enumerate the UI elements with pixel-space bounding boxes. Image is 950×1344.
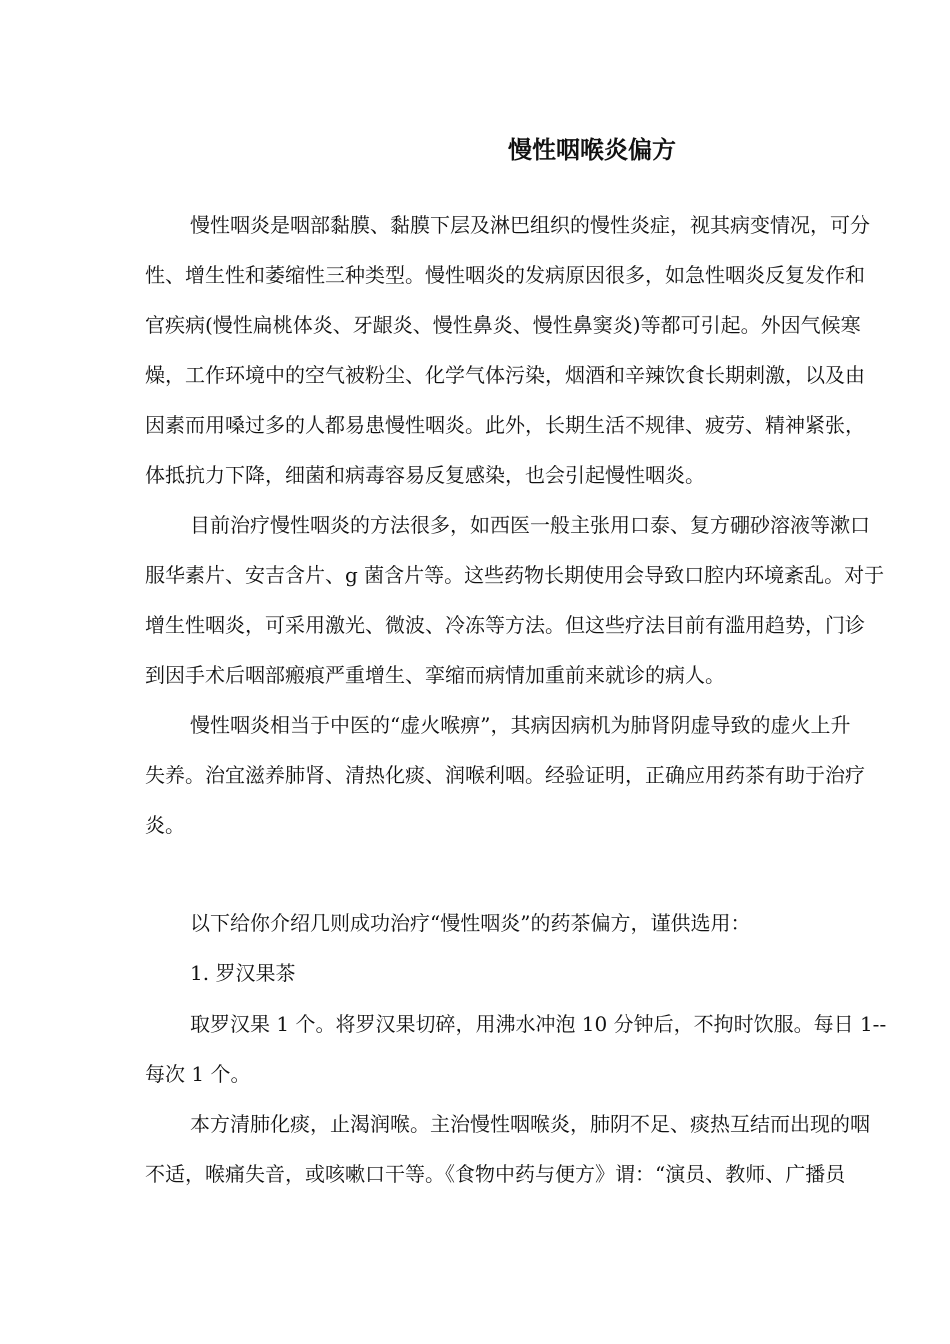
paragraph-line: 因素而用嗓过多的人都易患慢性咽炎。此外，长期生活不规律、疲劳、精神紧张， <box>145 413 865 437</box>
paragraph-line: 性、增生性和萎缩性三种类型。慢性咽炎的发病原因很多，如急性咽炎反复发作和 <box>145 263 865 287</box>
paragraph-line: 以下给你介绍几则成功治疗“慢性咽炎”的药茶偏方，谨供选用： <box>190 911 751 935</box>
paragraph-line: 慢性咽炎是咽部黏膜、黏膜下层及淋巴组织的慢性炎症，视其病变情况，可分 <box>190 213 870 237</box>
paragraph-line: 炎。 <box>145 813 185 837</box>
paragraph-line: 失养。治宜滋养肺肾、清热化痰、润喉利咽。经验证明，正确应用药茶有助于治疗 <box>145 763 865 787</box>
paragraph-line: 服华素片、安吉含片、g 菌含片等。这些药物长期使用会导致口腔内环境紊乱。对于 <box>145 563 885 587</box>
paragraph-line: 本方清肺化痰，止渴润喉。主治慢性咽喉炎，肺阴不足、痰热互结而出现的咽 <box>190 1112 870 1136</box>
paragraph-line: 官疾病(慢性扁桃体炎、牙龈炎、慢性鼻炎、慢性鼻窦炎)等都可引起。外因气候寒 <box>145 313 861 337</box>
page-title: 慢性咽喉炎偏方 <box>508 136 676 164</box>
paragraph-line: 取罗汉果 1 个。将罗汉果切碎，用沸水冲泡 10 分钟后，不拘时饮服。每日 1-- <box>190 1012 887 1036</box>
paragraph-line: 慢性咽炎相当于中医的“虚火喉痹”，其病因病机为肺肾阴虚导致的虚火上升 <box>190 713 851 737</box>
paragraph-line: 到因手术后咽部瘢痕严重增生、挛缩而病情加重前来就诊的病人。 <box>145 663 725 687</box>
paragraph-line: 每次 1 个。 <box>145 1062 251 1086</box>
section-heading: 1. 罗汉果茶 <box>190 961 296 985</box>
paragraph-line: 增生性咽炎，可采用激光、微波、冷冻等方法。但这些疗法目前有滥用趋势，门诊 <box>145 613 865 637</box>
paragraph-line: 不适，喉痛失音，或咳嗽口干等。《食物中药与便方》谓：“演员、教师、广播员 <box>145 1162 846 1186</box>
paragraph-line: 燥，工作环境中的空气被粉尘、化学气体污染，烟酒和辛辣饮食长期刺激，以及由 <box>145 363 865 387</box>
paragraph-line: 目前治疗慢性咽炎的方法很多，如西医一般主张用口泰、复方硼砂溶液等漱口 <box>190 513 870 537</box>
paragraph-line: 体抵抗力下降，细菌和病毒容易反复感染，也会引起慢性咽炎。 <box>145 463 705 487</box>
